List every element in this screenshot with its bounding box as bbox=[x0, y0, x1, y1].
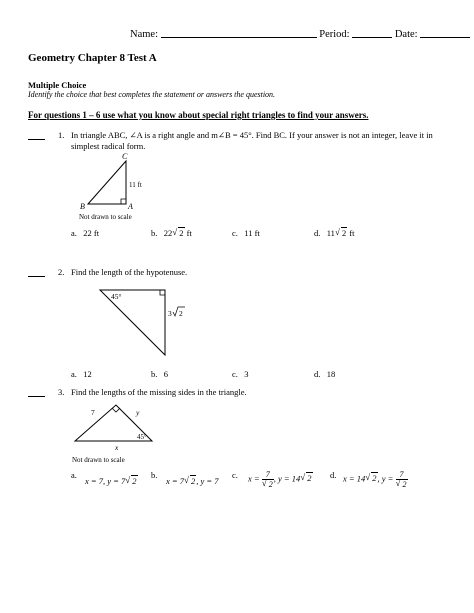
q3-choice-a-expression: x = 7, y = 7 √ 2 bbox=[85, 475, 137, 486]
q2-text: Find the length of the hypotenuse. bbox=[71, 267, 188, 277]
q2-choice-d[interactable]: d. 18 bbox=[314, 369, 336, 379]
q3-choice-a[interactable]: a. bbox=[71, 470, 77, 480]
q1-right-angle-mark bbox=[121, 199, 126, 204]
q3-choice-c-expression: x = 7 √ 2 , y = 14 √ 2 bbox=[248, 470, 312, 489]
q3-scale-note: Not drawn to scale bbox=[72, 456, 125, 464]
q3-choice-d-expression: x = 14 √ 2, y = 7 √ 2 bbox=[343, 470, 407, 489]
q3-triangle-figure bbox=[68, 398, 168, 453]
student-header bbox=[130, 27, 470, 40]
period-blank[interactable] bbox=[352, 27, 392, 38]
date-blank[interactable] bbox=[420, 27, 470, 38]
name-blank[interactable] bbox=[161, 27, 317, 38]
q1-triangle-figure bbox=[70, 150, 160, 215]
q3-number: 3. bbox=[58, 387, 65, 397]
test-title: Geometry Chapter 8 Test A bbox=[28, 52, 157, 64]
q3-choice-b-expression: x = 7 √ 2, y = 7 bbox=[166, 475, 219, 486]
q3-angle-label: 45° bbox=[137, 433, 147, 441]
q3-choice-d[interactable]: d. bbox=[330, 470, 337, 480]
q2-choice-c[interactable]: c. 3 bbox=[232, 369, 249, 379]
q1-text-line1: In triangle ABC, ∠A is a right angle and m∠B = 45°. Find BC. If your answer is not an integer, leave it in bbox=[71, 130, 433, 140]
q2-right-angle-mark bbox=[160, 290, 165, 295]
q2-angle-label: 45° bbox=[111, 292, 122, 301]
q2-choice-b[interactable]: b. 6 bbox=[151, 369, 168, 379]
q1-text-line2: simplest radical form. bbox=[71, 141, 146, 151]
questions-instruction: For questions 1 – 6 use what you know about special right triangles to find your answers. bbox=[28, 110, 369, 120]
q3-left-label: 7 bbox=[91, 408, 95, 417]
q1-number: 1. bbox=[58, 130, 65, 140]
q3-text: Find the lengths of the missing sides in the triangle. bbox=[71, 387, 247, 397]
q1-vertex-a: A bbox=[128, 202, 133, 211]
name-label: Name: bbox=[130, 29, 158, 40]
q3-right-label: y bbox=[136, 408, 140, 417]
period-label: Period: bbox=[319, 29, 350, 40]
q1-choice-b[interactable]: b. 22 √ 2 ft bbox=[151, 227, 192, 238]
q1-scale-note: Not drawn to scale bbox=[79, 213, 132, 221]
q2-number: 2. bbox=[58, 267, 65, 277]
q1-vertex-c: C bbox=[122, 152, 128, 161]
q1-choice-d[interactable]: d. 11 √ 2 ft bbox=[314, 227, 355, 238]
q1-choice-c[interactable]: c. 11 ft bbox=[232, 228, 260, 238]
section-heading: Multiple Choice bbox=[28, 80, 87, 90]
q2-side-root: 2 bbox=[179, 309, 183, 318]
q1-side-label: 11 ft bbox=[129, 181, 142, 189]
q3-choice-c[interactable]: c. bbox=[232, 470, 238, 480]
q2-triangle-figure bbox=[95, 285, 205, 360]
q2-triangle bbox=[100, 290, 165, 355]
q1-answer-blank[interactable] bbox=[28, 139, 45, 140]
q2-choice-a[interactable]: a. 12 bbox=[71, 369, 92, 379]
q3-bottom-label: x bbox=[115, 443, 119, 452]
q1-choice-a[interactable]: a. 22 ft bbox=[71, 228, 100, 238]
q1-triangle bbox=[88, 161, 126, 204]
q2-side-coef: 3 bbox=[168, 309, 172, 318]
q3-choice-b[interactable]: b. bbox=[151, 470, 158, 480]
q3-answer-blank[interactable] bbox=[28, 396, 45, 397]
q1-text bbox=[71, 130, 466, 152]
date-label: Date: bbox=[394, 29, 418, 40]
q2-answer-blank[interactable] bbox=[28, 276, 45, 277]
q3-right-angle-mark bbox=[112, 408, 120, 412]
q1-vertex-b: B bbox=[80, 202, 85, 211]
section-instruction: Identify the choice that best completes the statement or answers the question. bbox=[28, 90, 276, 99]
